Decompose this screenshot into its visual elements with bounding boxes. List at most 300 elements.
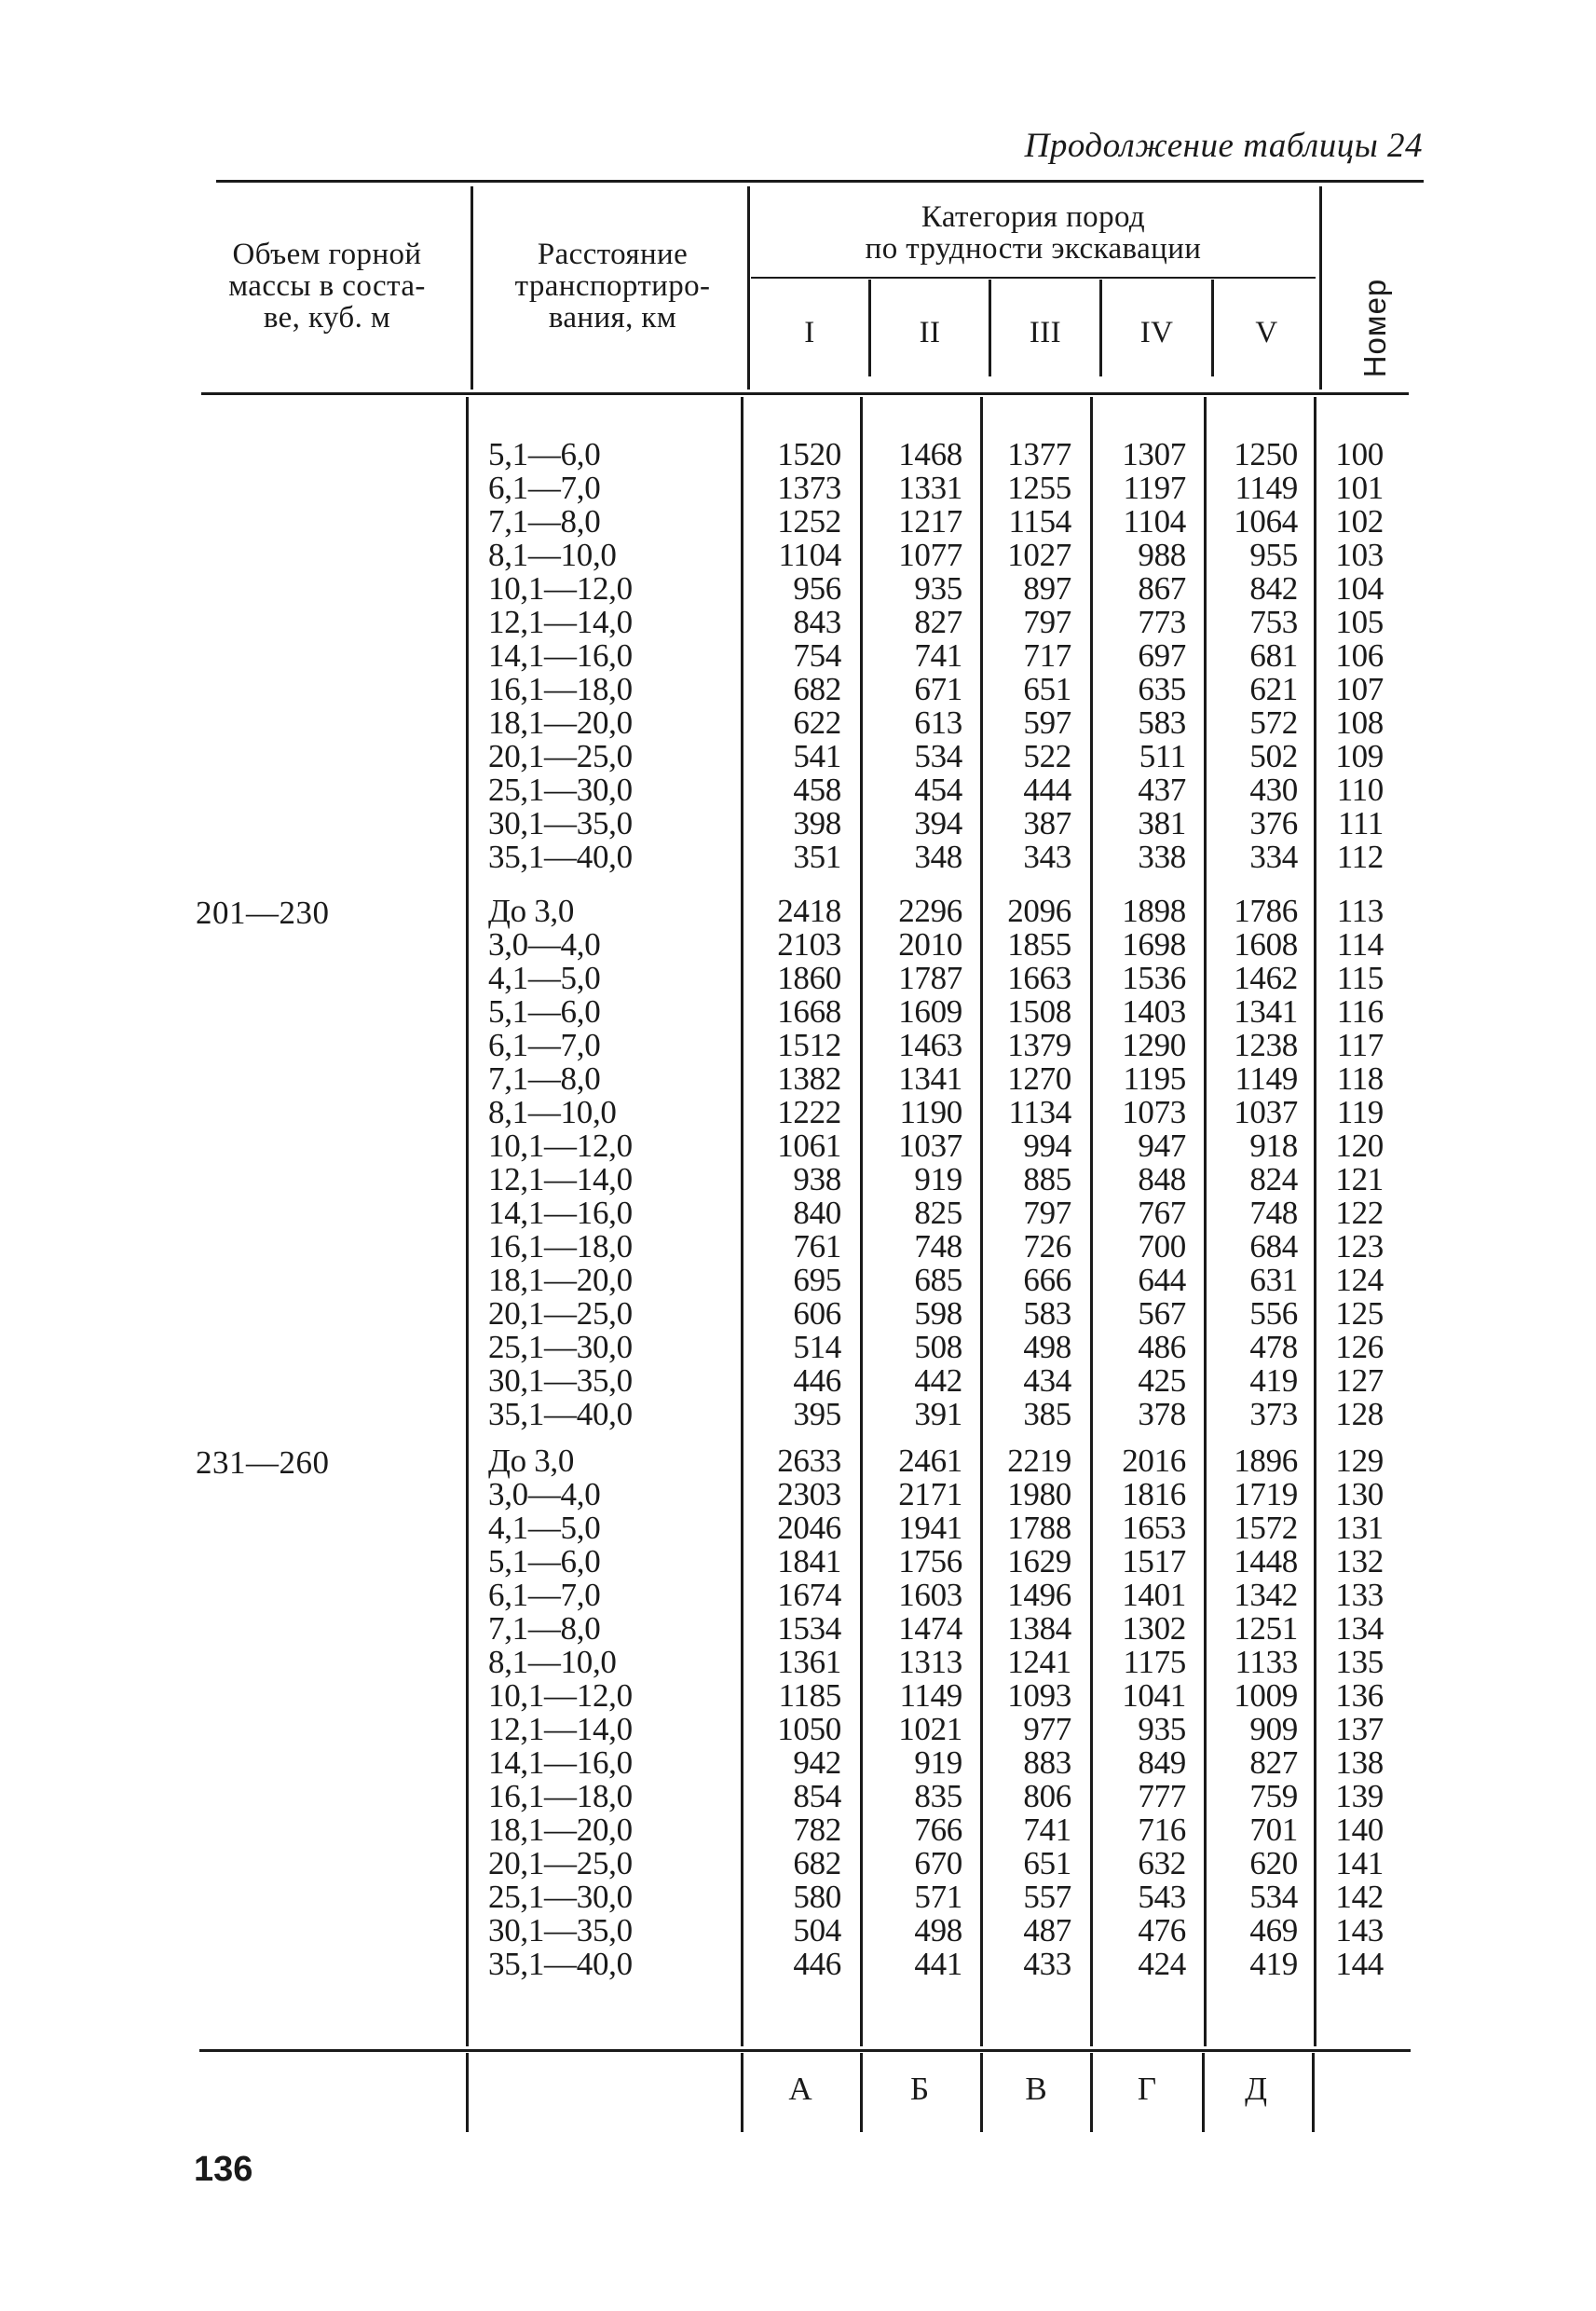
value-cell-cat-3: 741: [1023, 1812, 1071, 1848]
value-cell-cat-4: 1073: [1122, 1094, 1186, 1130]
value-cell-cat-3: 797: [1023, 1195, 1071, 1231]
value-cell-cat-4: 1307: [1122, 436, 1186, 472]
value-cell-cat-3: 797: [1023, 604, 1071, 640]
distance-cell: 12,1—14,0: [488, 1711, 633, 1747]
value-cell-cat-4: 1197: [1123, 470, 1186, 506]
value-cell-cat-2: 1217: [898, 503, 962, 540]
table-row: [0, 1096, 1596, 1129]
footer-vline-4: [980, 2053, 983, 2132]
value-cell-cat-3: 1255: [1007, 470, 1071, 506]
value-cell-cat-3: 651: [1023, 1845, 1071, 1881]
value-cell-cat-1: 761: [793, 1228, 841, 1265]
value-cell-cat-1: 1050: [777, 1711, 841, 1747]
row-number-cell: 104: [1335, 570, 1384, 607]
table-row: [0, 1713, 1596, 1746]
value-cell-cat-2: 685: [914, 1262, 962, 1298]
value-cell-cat-2: 442: [914, 1362, 962, 1399]
value-cell-cat-4: 947: [1138, 1128, 1186, 1164]
value-cell-cat-3: 487: [1023, 1912, 1071, 1949]
value-cell-cat-3: 387: [1023, 805, 1071, 841]
value-cell-cat-3: 343: [1023, 839, 1071, 875]
value-cell-cat-2: 1021: [898, 1711, 962, 1747]
header-cat-5: V: [1255, 316, 1278, 349]
value-cell-cat-3: 1980: [1007, 1476, 1071, 1512]
value-cell-cat-2: 534: [914, 738, 962, 774]
value-cell-cat-5: 827: [1249, 1744, 1298, 1781]
row-number-cell: 112: [1336, 839, 1384, 875]
value-cell-cat-5: 842: [1249, 570, 1298, 607]
distance-cell: До 3,0: [488, 893, 575, 929]
value-cell-cat-5: 753: [1249, 604, 1298, 640]
table-row: [0, 895, 1596, 928]
value-cell-cat-4: 700: [1138, 1228, 1186, 1265]
distance-cell: 10,1—12,0: [488, 1677, 633, 1714]
value-cell-cat-1: 1252: [777, 503, 841, 540]
value-cell-cat-4: 635: [1138, 671, 1186, 707]
value-cell-cat-3: 498: [1023, 1329, 1071, 1365]
value-cell-cat-4: 476: [1138, 1912, 1186, 1949]
value-cell-cat-2: 919: [914, 1744, 962, 1781]
value-cell-cat-4: 935: [1138, 1711, 1186, 1747]
value-cell-cat-4: 867: [1138, 570, 1186, 607]
value-cell-cat-2: 1609: [898, 993, 962, 1030]
row-number-cell: 135: [1335, 1644, 1384, 1680]
row-number-cell: 126: [1335, 1329, 1384, 1365]
table-row: [0, 1914, 1596, 1948]
value-cell-cat-1: 1668: [777, 993, 841, 1030]
table-row: [0, 1364, 1596, 1398]
footer-letter-a: А: [788, 2071, 812, 2107]
value-cell-cat-5: 1786: [1234, 893, 1298, 929]
footer-letter-g: Г: [1137, 2071, 1157, 2107]
row-number-cell: 101: [1335, 470, 1384, 506]
distance-cell: 35,1—40,0: [488, 1396, 633, 1432]
distance-cell: 8,1—10,0: [488, 537, 617, 573]
value-cell-cat-5: 1009: [1234, 1677, 1298, 1714]
value-cell-cat-4: 1401: [1122, 1577, 1186, 1613]
row-number-cell: 143: [1335, 1912, 1384, 1949]
table-row: [0, 505, 1596, 539]
table-row: [0, 1948, 1596, 1981]
value-cell-cat-4: 848: [1138, 1161, 1186, 1197]
value-cell-cat-1: 1520: [777, 436, 841, 472]
value-cell-cat-5: 909: [1249, 1711, 1298, 1747]
value-cell-cat-3: 1788: [1007, 1510, 1071, 1546]
value-cell-cat-2: 613: [914, 704, 962, 741]
table-row: [0, 1163, 1596, 1197]
table-row: [0, 673, 1596, 706]
row-number-cell: 108: [1335, 704, 1384, 741]
distance-cell: 30,1—35,0: [488, 805, 633, 841]
row-number-cell: 113: [1336, 893, 1384, 929]
value-cell-cat-4: 437: [1138, 772, 1186, 808]
distance-cell: 18,1—20,0: [488, 1262, 633, 1298]
table-row: [0, 639, 1596, 673]
value-cell-cat-1: 1512: [777, 1027, 841, 1063]
table-row: [0, 472, 1596, 505]
table-row: [0, 1545, 1596, 1579]
header-vline-1: [471, 186, 473, 390]
value-cell-cat-2: 1331: [898, 470, 962, 506]
footer-vline-3: [860, 2053, 863, 2132]
value-cell-cat-2: 1463: [898, 1027, 962, 1063]
value-cell-cat-5: 556: [1249, 1295, 1298, 1332]
value-cell-cat-5: 1341: [1234, 993, 1298, 1030]
value-cell-cat-4: 849: [1138, 1744, 1186, 1781]
value-cell-cat-2: 670: [914, 1845, 962, 1881]
value-cell-cat-3: 806: [1023, 1778, 1071, 1814]
value-cell-cat-3: 1377: [1007, 436, 1071, 472]
value-cell-cat-1: 682: [793, 671, 841, 707]
row-number-cell: 105: [1335, 604, 1384, 640]
row-number-cell: 127: [1335, 1362, 1384, 1399]
header-bottom-rule: [201, 392, 1409, 395]
distance-cell: 7,1—8,0: [488, 1610, 601, 1647]
table-row: [0, 1646, 1596, 1679]
row-number-cell: 122: [1335, 1195, 1384, 1231]
table-row: [0, 1129, 1596, 1163]
table-row: [0, 928, 1596, 962]
value-cell-cat-4: 1698: [1122, 926, 1186, 963]
value-cell-cat-5: 1133: [1235, 1644, 1298, 1680]
row-number-cell: 116: [1336, 993, 1384, 1030]
row-number-cell: 133: [1335, 1577, 1384, 1613]
value-cell-cat-5: 1251: [1234, 1610, 1298, 1647]
table-row: [0, 1813, 1596, 1847]
value-cell-cat-1: 2303: [777, 1476, 841, 1512]
row-number-cell: 100: [1335, 436, 1384, 472]
value-cell-cat-4: 2016: [1122, 1443, 1186, 1479]
row-number-cell: 141: [1335, 1845, 1384, 1881]
value-cell-cat-1: 1373: [777, 470, 841, 506]
value-cell-cat-4: 338: [1138, 839, 1186, 875]
distance-cell: 4,1—5,0: [488, 1510, 601, 1546]
value-cell-cat-4: 1653: [1122, 1510, 1186, 1546]
table-row: [0, 1197, 1596, 1230]
value-cell-cat-5: 620: [1249, 1845, 1298, 1881]
table-row: [0, 1398, 1596, 1431]
table-row: [0, 1297, 1596, 1331]
value-cell-cat-5: 631: [1249, 1262, 1298, 1298]
row-number-cell: 109: [1335, 738, 1384, 774]
table-row: [0, 807, 1596, 841]
distance-cell: 18,1—20,0: [488, 704, 633, 741]
value-cell-cat-1: 504: [793, 1912, 841, 1949]
value-cell-cat-1: 2103: [777, 926, 841, 963]
value-cell-cat-4: 583: [1138, 704, 1186, 741]
value-cell-cat-5: 469: [1249, 1912, 1298, 1949]
value-cell-cat-4: 424: [1138, 1946, 1186, 1982]
distance-cell: 5,1—6,0: [488, 436, 601, 472]
value-cell-cat-2: 348: [914, 839, 962, 875]
row-number-cell: 139: [1335, 1778, 1384, 1814]
value-cell-cat-1: 458: [793, 772, 841, 808]
value-cell-cat-1: 541: [793, 738, 841, 774]
value-cell-cat-1: 956: [793, 570, 841, 607]
value-cell-cat-2: 919: [914, 1161, 962, 1197]
footer-vline-1: [466, 2053, 469, 2132]
value-cell-cat-5: 955: [1249, 537, 1298, 573]
value-cell-cat-5: 1037: [1234, 1094, 1298, 1130]
value-cell-cat-1: 682: [793, 1845, 841, 1881]
value-cell-cat-3: 726: [1023, 1228, 1071, 1265]
distance-cell: 35,1—40,0: [488, 839, 633, 875]
value-cell-cat-3: 522: [1023, 738, 1071, 774]
value-cell-cat-3: 1384: [1007, 1610, 1071, 1647]
value-cell-cat-2: 671: [914, 671, 962, 707]
distance-cell: 12,1—14,0: [488, 1161, 633, 1197]
value-cell-cat-4: 378: [1138, 1396, 1186, 1432]
value-cell-cat-1: 514: [793, 1329, 841, 1365]
top-rule: [216, 180, 1424, 183]
value-cell-cat-2: 1756: [898, 1543, 962, 1579]
value-cell-cat-4: 1536: [1122, 960, 1186, 996]
distance-cell: До 3,0: [488, 1443, 575, 1479]
row-number-cell: 125: [1335, 1295, 1384, 1332]
row-number-cell: 137: [1335, 1711, 1384, 1747]
group-label-201-230: 201—230: [196, 895, 330, 931]
page-number: 136: [194, 2150, 253, 2189]
value-cell-cat-3: 883: [1023, 1744, 1071, 1781]
value-cell-cat-2: 441: [914, 1946, 962, 1982]
body-bottom-rule: [199, 2049, 1411, 2052]
value-cell-cat-5: 1064: [1234, 503, 1298, 540]
value-cell-cat-4: 1898: [1122, 893, 1186, 929]
table-row: [0, 1579, 1596, 1612]
table-row: [0, 1230, 1596, 1264]
row-number-cell: 102: [1335, 503, 1384, 540]
table-row: [0, 1478, 1596, 1511]
value-cell-cat-1: 695: [793, 1262, 841, 1298]
distance-cell: 7,1—8,0: [488, 1060, 601, 1097]
value-cell-cat-5: 1149: [1235, 1060, 1298, 1097]
row-number-cell: 123: [1335, 1228, 1384, 1265]
table-row: [0, 962, 1596, 995]
value-cell-cat-1: 622: [793, 704, 841, 741]
value-cell-cat-2: 498: [914, 1912, 962, 1949]
footer-letter-v: В: [1025, 2071, 1047, 2107]
value-cell-cat-5: 684: [1249, 1228, 1298, 1265]
value-cell-cat-5: 1448: [1234, 1543, 1298, 1579]
value-cell-cat-2: 394: [914, 805, 962, 841]
value-cell-cat-5: 1896: [1234, 1443, 1298, 1479]
table-row: [0, 606, 1596, 639]
distance-cell: 18,1—20,0: [488, 1812, 633, 1848]
value-cell-cat-4: 716: [1138, 1812, 1186, 1848]
value-cell-cat-4: 1816: [1122, 1476, 1186, 1512]
value-cell-cat-2: 766: [914, 1812, 962, 1848]
value-cell-cat-3: 1027: [1007, 537, 1071, 573]
value-cell-cat-1: 2046: [777, 1510, 841, 1546]
row-number-cell: 131: [1335, 1510, 1384, 1546]
value-cell-cat-2: 454: [914, 772, 962, 808]
distance-cell: 4,1—5,0: [488, 960, 601, 996]
row-number-cell: 121: [1335, 1161, 1384, 1197]
distance-cell: 8,1—10,0: [488, 1644, 617, 1680]
value-cell-cat-5: 1342: [1234, 1577, 1298, 1613]
header-distance: Расстояние транспортиро- вания, км: [514, 238, 711, 335]
value-cell-cat-2: 1787: [898, 960, 962, 996]
value-cell-cat-1: 938: [793, 1161, 841, 1197]
value-cell-cat-3: 651: [1023, 671, 1071, 707]
row-number-cell: 118: [1336, 1060, 1384, 1097]
value-cell-cat-3: 1629: [1007, 1543, 1071, 1579]
distance-cell: 20,1—25,0: [488, 1845, 633, 1881]
table-row: [0, 995, 1596, 1029]
header-vline-2: [747, 186, 750, 390]
value-cell-cat-2: 825: [914, 1195, 962, 1231]
distance-cell: 10,1—12,0: [488, 1128, 633, 1164]
row-number-cell: 111: [1337, 805, 1384, 841]
value-cell-cat-2: 598: [914, 1295, 962, 1332]
header-volume: Объем горной массы в соста- ве, куб. м: [228, 238, 426, 335]
value-cell-cat-1: 1674: [777, 1577, 841, 1613]
value-cell-cat-2: 1468: [898, 436, 962, 472]
value-cell-cat-3: 1154: [1008, 503, 1071, 540]
value-cell-cat-5: 334: [1249, 839, 1298, 875]
distance-cell: 6,1—7,0: [488, 1027, 601, 1063]
value-cell-cat-5: 1719: [1234, 1476, 1298, 1512]
value-cell-cat-4: 632: [1138, 1845, 1186, 1881]
value-cell-cat-2: 935: [914, 570, 962, 607]
header-cat-4: IV: [1139, 316, 1174, 349]
table-caption: Продолжение таблицы 24: [1024, 127, 1423, 165]
value-cell-cat-5: 373: [1249, 1396, 1298, 1432]
value-cell-cat-4: 425: [1138, 1362, 1186, 1399]
value-cell-cat-1: 782: [793, 1812, 841, 1848]
value-cell-cat-5: 1572: [1234, 1510, 1298, 1546]
value-cell-cat-1: 580: [793, 1879, 841, 1915]
value-cell-cat-3: 1134: [1008, 1094, 1071, 1130]
distance-cell: 7,1—8,0: [488, 503, 601, 540]
distance-cell: 25,1—30,0: [488, 772, 633, 808]
value-cell-cat-4: 988: [1138, 537, 1186, 573]
distance-cell: 30,1—35,0: [488, 1912, 633, 1949]
table-row: [0, 706, 1596, 740]
row-number-cell: 129: [1335, 1443, 1384, 1479]
value-cell-cat-4: 1195: [1123, 1060, 1186, 1097]
value-cell-cat-5: 681: [1249, 637, 1298, 674]
value-cell-cat-5: 419: [1249, 1362, 1298, 1399]
distance-cell: 20,1—25,0: [488, 738, 633, 774]
distance-cell: 16,1—18,0: [488, 1778, 633, 1814]
value-cell-cat-5: 701: [1249, 1812, 1298, 1848]
distance-cell: 5,1—6,0: [488, 993, 601, 1030]
row-number-cell: 140: [1335, 1812, 1384, 1848]
row-number-cell: 136: [1335, 1677, 1384, 1714]
row-number-cell: 117: [1336, 1027, 1384, 1063]
value-cell-cat-4: 511: [1139, 738, 1186, 774]
value-cell-cat-3: 1241: [1007, 1644, 1071, 1680]
table-row: [0, 1612, 1596, 1646]
value-cell-cat-3: 1663: [1007, 960, 1071, 996]
value-cell-cat-1: 1534: [777, 1610, 841, 1647]
table-row: [0, 438, 1596, 472]
value-cell-cat-1: 446: [793, 1362, 841, 1399]
value-cell-cat-5: 430: [1249, 772, 1298, 808]
value-cell-cat-3: 597: [1023, 704, 1071, 741]
value-cell-cat-5: 621: [1249, 671, 1298, 707]
distance-cell: 14,1—16,0: [488, 1744, 633, 1781]
value-cell-cat-2: 2010: [898, 926, 962, 963]
value-cell-cat-4: 644: [1138, 1262, 1186, 1298]
value-cell-cat-5: 1250: [1234, 436, 1298, 472]
header-cat-3: III: [1029, 316, 1062, 349]
distance-cell: 5,1—6,0: [488, 1543, 601, 1579]
table-row: [0, 1444, 1596, 1478]
value-cell-cat-2: 827: [914, 604, 962, 640]
value-cell-cat-3: 2096: [1007, 893, 1071, 929]
value-cell-cat-5: 478: [1249, 1329, 1298, 1365]
value-cell-cat-2: 508: [914, 1329, 962, 1365]
value-cell-cat-2: 391: [914, 1396, 962, 1432]
value-cell-cat-2: 748: [914, 1228, 962, 1265]
value-cell-cat-4: 777: [1138, 1778, 1186, 1814]
value-cell-cat-1: 1382: [777, 1060, 841, 1097]
distance-cell: 16,1—18,0: [488, 671, 633, 707]
value-cell-cat-3: 583: [1023, 1295, 1071, 1332]
value-cell-cat-1: 942: [793, 1744, 841, 1781]
row-number-cell: 130: [1335, 1476, 1384, 1512]
distance-cell: 35,1—40,0: [488, 1946, 633, 1982]
value-cell-cat-1: 1222: [777, 1094, 841, 1130]
value-cell-cat-3: 433: [1023, 1946, 1071, 1982]
distance-cell: 3,0—4,0: [488, 1476, 601, 1512]
value-cell-cat-4: 697: [1138, 637, 1186, 674]
table-row: [0, 841, 1596, 874]
row-number-cell: 144: [1335, 1946, 1384, 1982]
value-cell-cat-4: 1302: [1122, 1610, 1186, 1647]
table-row: [0, 572, 1596, 606]
row-number-cell: 119: [1336, 1094, 1384, 1130]
value-cell-cat-4: 1104: [1123, 503, 1186, 540]
value-cell-cat-2: 571: [914, 1879, 962, 1915]
value-cell-cat-2: 2296: [898, 893, 962, 929]
footer-letter-d: Д: [1245, 2071, 1267, 2107]
value-cell-cat-4: 381: [1138, 805, 1186, 841]
value-cell-cat-3: 1508: [1007, 993, 1071, 1030]
value-cell-cat-1: 2418: [777, 893, 841, 929]
value-cell-cat-4: 1403: [1122, 993, 1186, 1030]
row-number-cell: 107: [1335, 671, 1384, 707]
value-cell-cat-3: 994: [1023, 1128, 1071, 1164]
row-number-cell: 106: [1335, 637, 1384, 674]
distance-cell: 14,1—16,0: [488, 637, 633, 674]
value-cell-cat-1: 1361: [777, 1644, 841, 1680]
footer-letter-b: Б: [909, 2071, 930, 2107]
value-cell-cat-4: 773: [1138, 604, 1186, 640]
value-cell-cat-2: 1149: [899, 1677, 962, 1714]
value-cell-cat-2: 1313: [898, 1644, 962, 1680]
value-cell-cat-3: 1379: [1007, 1027, 1071, 1063]
value-cell-cat-3: 444: [1023, 772, 1071, 808]
value-cell-cat-3: 977: [1023, 1711, 1071, 1747]
row-number-cell: 103: [1335, 537, 1384, 573]
value-cell-cat-3: 434: [1023, 1362, 1071, 1399]
value-cell-cat-2: 2171: [898, 1476, 962, 1512]
value-cell-cat-1: 1841: [777, 1543, 841, 1579]
row-number-cell: 115: [1336, 960, 1384, 996]
value-cell-cat-4: 767: [1138, 1195, 1186, 1231]
value-cell-cat-2: 1077: [898, 537, 962, 573]
value-cell-cat-1: 398: [793, 805, 841, 841]
distance-cell: 8,1—10,0: [488, 1094, 617, 1130]
value-cell-cat-3: 2219: [1007, 1443, 1071, 1479]
value-cell-cat-1: 446: [793, 1946, 841, 1982]
value-cell-cat-1: 754: [793, 637, 841, 674]
header-category: Категория пород по трудности экскавации: [865, 200, 1202, 266]
distance-cell: 16,1—18,0: [488, 1228, 633, 1265]
